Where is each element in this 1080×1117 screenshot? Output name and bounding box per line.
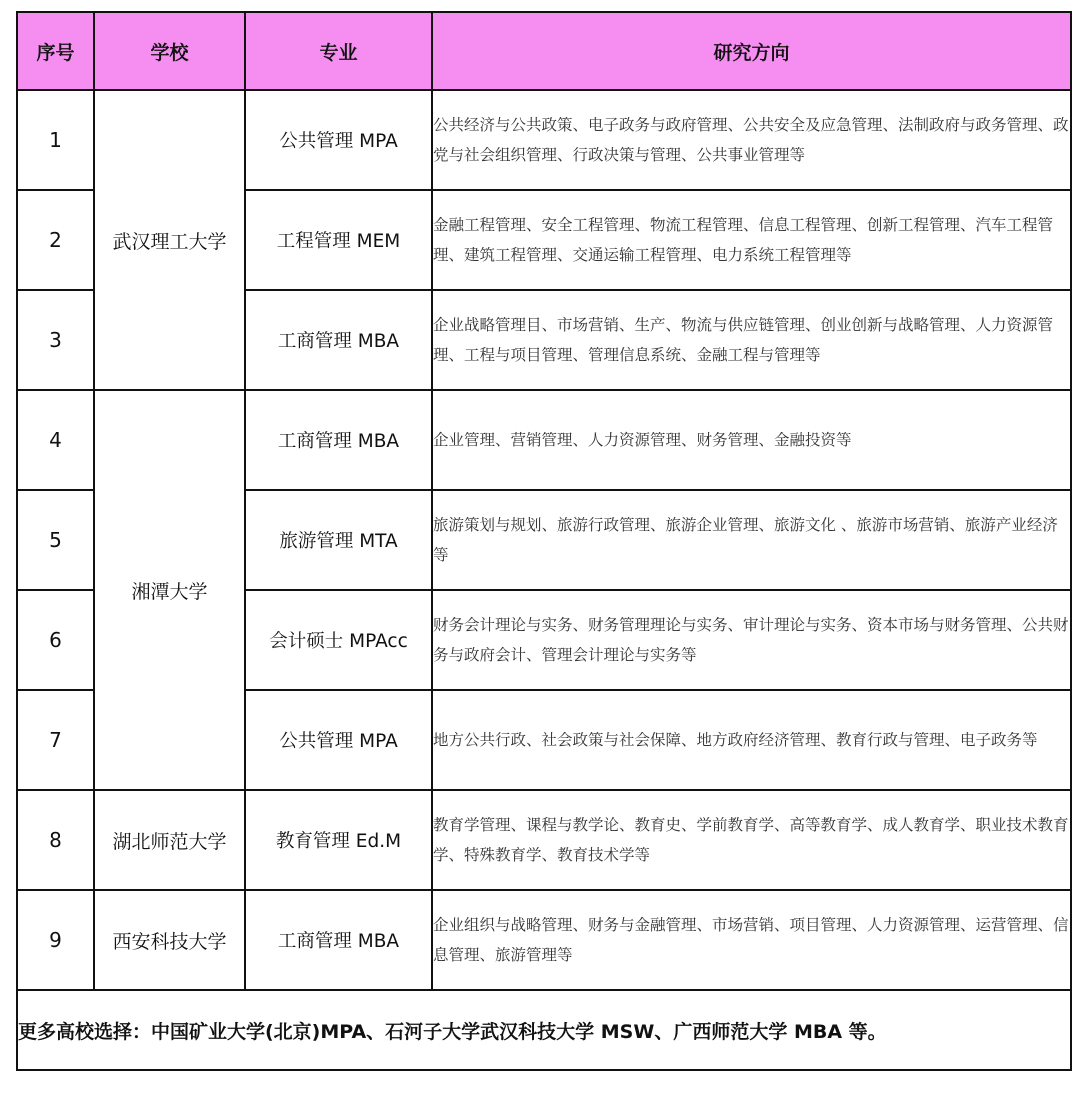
direction-cell: 企业管理、营销管理、人力资源管理、财务管理、金融投资等	[432, 390, 1071, 490]
table-row	[17, 90, 1071, 190]
direction-cell: 财务会计理论与实务、财务管理理论与实务、审计理论与实务、资本市场与财务管理、公共财务与政府会计、管理会计理论与实务等	[432, 590, 1071, 690]
row-index: 5	[17, 490, 94, 590]
header-school: 学校	[94, 12, 245, 90]
row-index: 8	[17, 790, 94, 890]
row-index: 7	[17, 690, 94, 790]
table-row	[17, 890, 1071, 990]
major-cell: 工商管理 MBA	[245, 390, 432, 490]
major-cell: 公共管理 MPA	[245, 90, 432, 190]
header-row	[17, 12, 1071, 90]
header-major: 专业	[245, 12, 432, 90]
major-cell: 工商管理 MBA	[245, 890, 432, 990]
major-cell: 工程管理 MEM	[245, 190, 432, 290]
direction-cell: 企业组织与战略管理、财务与金融管理、市场营销、项目管理、人力资源管理、运营管理、信息管理、旅游管理等	[432, 890, 1071, 990]
footer-row	[17, 990, 1071, 1070]
direction-cell: 教育学管理、课程与教学论、教育史、学前教育学、高等教育学、成人教育学、职业技术教育学、特殊教育学、教育技术学等	[432, 790, 1071, 890]
school-cell: 湘潭大学	[94, 390, 245, 790]
row-index: 3	[17, 290, 94, 390]
header-direction: 研究方向	[432, 12, 1071, 90]
major-cell: 会计硕士 MPAcc	[245, 590, 432, 690]
direction-cell: 旅游策划与规划、旅游行政管理、旅游企业管理、旅游文化 、旅游市场营销、旅游产业经济等	[432, 490, 1071, 590]
row-index: 4	[17, 390, 94, 490]
table-row	[17, 390, 1071, 490]
row-index: 2	[17, 190, 94, 290]
row-index: 1	[17, 90, 94, 190]
school-cell: 武汉理工大学	[94, 90, 245, 390]
school-cell: 西安科技大学	[94, 890, 245, 990]
direction-cell: 企业战略管理目、市场营销、生产、物流与供应链管理、创业创新与战略管理、人力资源管理、工程与项目管理、管理信息系统、金融工程与管理等	[432, 290, 1071, 390]
row-index: 6	[17, 590, 94, 690]
direction-cell: 金融工程管理、安全工程管理、物流工程管理、信息工程管理、创新工程管理、汽车工程管理、建筑工程管理、交通运输工程管理、电力系统工程管理等	[432, 190, 1071, 290]
table-row	[17, 790, 1071, 890]
direction-cell: 地方公共行政、社会政策与社会保障、地方政府经济管理、教育行政与管理、电子政务等	[432, 690, 1071, 790]
row-index: 9	[17, 890, 94, 990]
major-cell: 公共管理 MPA	[245, 690, 432, 790]
direction-cell: 公共经济与公共政策、电子政务与政府管理、公共安全及应急管理、法制政府与政务管理、政党与社会组织管理、行政决策与管理、公共事业管理等	[432, 90, 1071, 190]
header-index: 序号	[17, 12, 94, 90]
major-cell: 旅游管理 MTA	[245, 490, 432, 590]
program-table	[16, 11, 1072, 1071]
school-cell: 湖北师范大学	[94, 790, 245, 890]
footer-note: 更多高校选择：中国矿业大学(北京)MPA、石河子大学武汉科技大学 MSW、广西师范大学 MBA 等。	[17, 990, 1071, 1070]
major-cell: 教育管理 Ed.M	[245, 790, 432, 890]
major-cell: 工商管理 MBA	[245, 290, 432, 390]
